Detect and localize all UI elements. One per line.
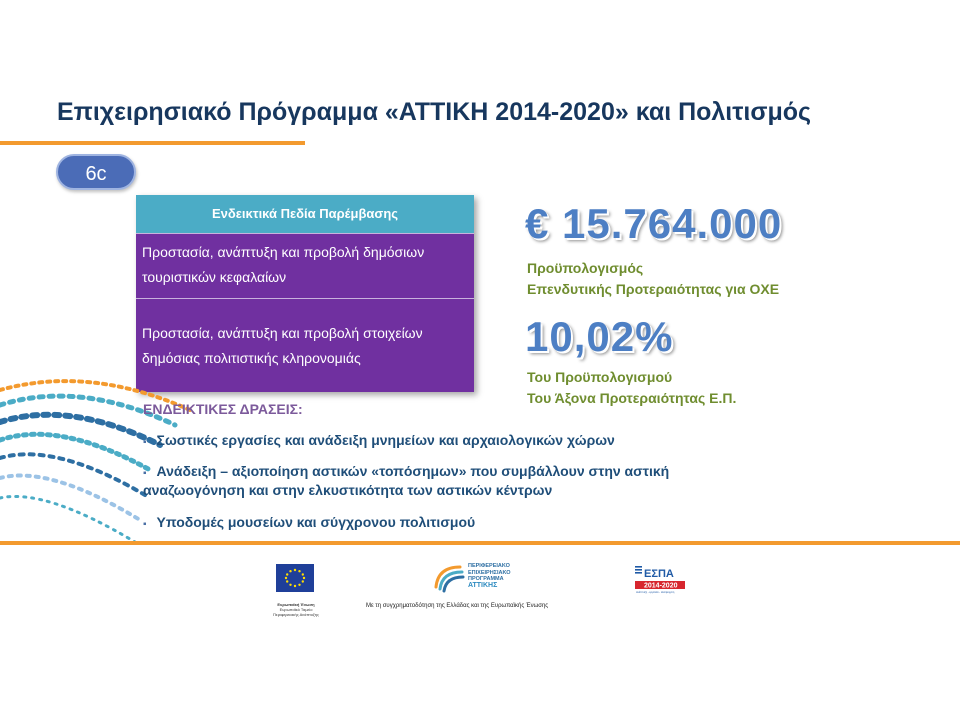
action-text: Υποδομές μουσείων και σύγχρονου πολιτισμού: [156, 514, 476, 530]
eu-flag-icon: [276, 564, 314, 600]
table-row-line: Προστασία, ανάπτυξη και προβολή δημόσιων: [142, 244, 425, 260]
slide-title: Επιχειρησιακό Πρόγραμμα «ΑΤΤΙΚΗ 2014-2020» και Πολιτισμός: [57, 98, 812, 126]
list-item: [143, 430, 615, 453]
attiki-program-logo-icon: [432, 561, 466, 595]
table-row-line: δημόσιας πολιτιστικής κληρονομιάς: [142, 350, 361, 366]
attiki-line: ΑΤΤΙΚΗΣ: [468, 581, 498, 589]
eu-caption-line: Ευρωπαϊκή Ένωση: [277, 602, 315, 607]
espa-years: 2014-2020: [644, 582, 678, 590]
espa-logo-icon: [635, 564, 685, 594]
intervention-fields-table: [136, 195, 474, 392]
eu-caption-line: Ευρωπαϊκό Ταμείο: [279, 607, 313, 612]
action-text: Σωστικές εργασίες και ανάδειξη μνημείων και αρχαιολογικών χώρων: [156, 432, 615, 448]
table-row-line: τουριστικών κεφαλαίων: [142, 269, 287, 285]
square-bullet-icon: ▪: [143, 468, 147, 479]
eu-caption-line: Περιφερειακής Ανάπτυξης: [273, 612, 319, 617]
percent-label-line: Του Προϋπολογισμού: [527, 369, 673, 385]
square-bullet-icon: ▪: [143, 519, 147, 530]
table-header: Ενδεικτικά Πεδία Παρέμβασης: [136, 195, 474, 233]
actions-heading: ΕΝΔΕΙΚΤΙΚΕΣ ΔΡΑΣΕΙΣ:: [143, 401, 303, 417]
attiki-program-text: [468, 563, 510, 589]
attiki-line: ΕΠΙΧΕΙΡΗΣΙΑΚΟ: [468, 569, 511, 576]
cofunding-statement: Με τη συγχρηματοδότηση της Ελλάδας και της Ευρωπαϊκής Ένωσης: [366, 603, 549, 609]
percent-label: [527, 367, 736, 409]
list-item-continuation: αναζωογόνηση και στην ελκυστικότητα των αστικών κέντρων: [143, 482, 553, 498]
percent-label-line: Του Άξονα Προτεραιότητας Ε.Π.: [527, 390, 737, 406]
action-text: Ανάδειξη – αξιοποίηση αστικών «τοπόσημων» που συμβάλλουν στην αστική: [156, 463, 670, 479]
square-bullet-icon: ▪: [143, 437, 147, 448]
budget-label-line: Επενδυτικής Προτεραιότητας για ΟΧΕ: [527, 281, 780, 297]
budget-label-line: Προϋπολογισμός: [527, 260, 644, 276]
espa-tagline: ανάπτυξη - εργασία - αλληλεγγύη: [636, 591, 675, 594]
budget-label: [527, 258, 779, 300]
title-underline: [0, 141, 305, 145]
table-row: [136, 233, 474, 299]
attiki-line: ΠΡΟΓΡΑΜΜΑ: [468, 576, 504, 582]
list-item: [143, 512, 475, 535]
table-row-line: Προστασία, ανάπτυξη και προβολή στοιχείων: [142, 325, 423, 341]
budget-percent: 10,02%: [525, 313, 674, 360]
espa-name: ΕΣΠΑ: [644, 568, 674, 580]
footer-divider: [0, 541, 960, 545]
priority-badge: 6c: [56, 154, 136, 190]
budget-amount: € 15.764.000: [525, 200, 783, 247]
attiki-line: ΠΕΡΙΦΕΡΕΙΑΚΟ: [468, 563, 510, 569]
eu-caption: [270, 602, 322, 617]
